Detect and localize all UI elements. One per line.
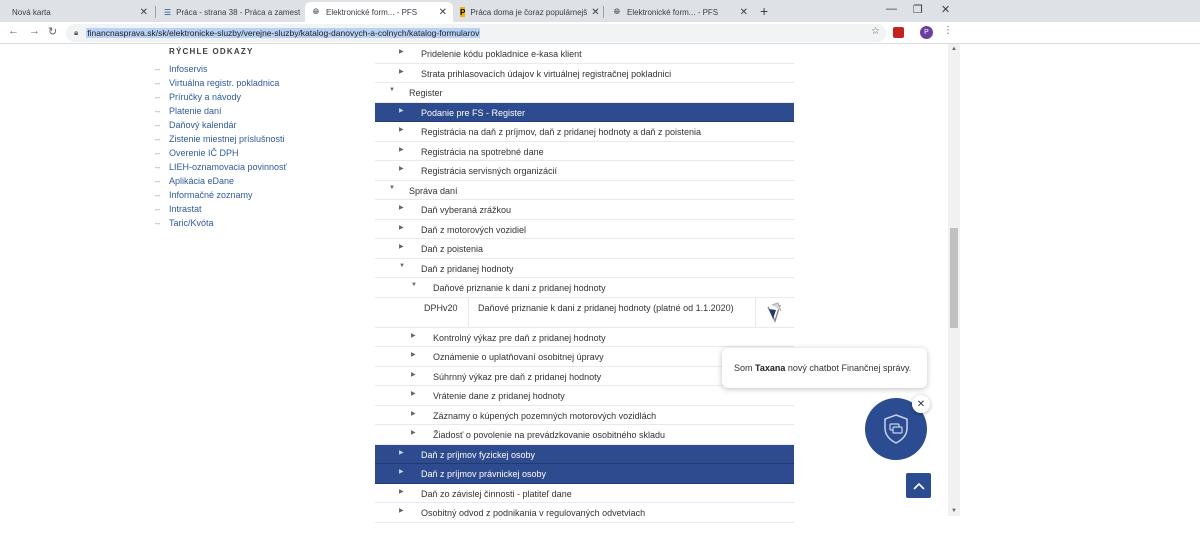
dash-bullet: –	[155, 218, 161, 228]
chatbot-prefix: Som	[734, 363, 753, 373]
caret-down-icon[interactable]: ▼	[389, 184, 395, 191]
chatbot-text: nový chatbot Finančnej správy.	[787, 363, 912, 373]
quick-links-list	[155, 62, 287, 230]
lock-icon: 🔒︎	[74, 28, 79, 37]
scroll-up-icon[interactable]: ▲	[951, 46, 957, 52]
quick-link-label[interactable]: Overenie IČ DPH	[169, 148, 239, 158]
tab-title: Elektronické form... - PFS	[326, 7, 418, 17]
tree-item[interactable]	[375, 484, 794, 504]
quick-link-label[interactable]: Platenie daní	[169, 106, 222, 116]
caret-right-icon[interactable]: ▶	[411, 332, 416, 339]
quick-link-label[interactable]: Aplikácia eDane	[169, 176, 235, 186]
quick-link-label[interactable]: Informačné zoznamy	[169, 190, 253, 200]
caret-down-icon[interactable]: ▼	[411, 282, 417, 288]
tree-item[interactable]	[375, 445, 794, 465]
tree-item-label[interactable]: Daň vyberaná zrážkou	[421, 205, 512, 215]
close-icon[interactable]: ✕	[139, 6, 148, 18]
chevron-up-icon	[913, 482, 925, 490]
close-icon[interactable]: ✕	[739, 6, 748, 18]
page-content	[0, 44, 960, 560]
reload-icon[interactable]: ↻	[48, 26, 58, 38]
quick-link-label[interactable]: Intrastat	[169, 204, 202, 214]
tree-item-label[interactable]: Oznámenie o uplatňovaní osobitnej úpravy	[433, 352, 604, 362]
tab-0[interactable]	[6, 2, 154, 22]
caret-right-icon[interactable]: ▶	[399, 508, 404, 514]
globe-icon: 🌐︎	[613, 7, 621, 16]
caret-right-icon[interactable]: ▶	[411, 410, 416, 417]
tab-separator	[155, 6, 156, 18]
tree-item-label[interactable]: Záznamy o kúpených pozemných motorových vozidlách	[433, 410, 657, 421]
minimize-icon[interactable]: —	[886, 3, 897, 15]
tree-item[interactable]	[375, 328, 794, 348]
tree-item-label[interactable]: Kontrolný výkaz pre daň z pridanej hodnoty	[433, 332, 606, 343]
menu-icon[interactable]: ⋮	[943, 25, 953, 36]
dash-bullet: –	[155, 190, 161, 200]
caret-right-icon[interactable]: ▶	[399, 68, 404, 75]
dash-bullet: –	[155, 176, 161, 186]
tab-3[interactable]	[454, 2, 602, 22]
caret-down-icon[interactable]: ▼	[389, 87, 395, 93]
tree-item-label[interactable]: Daň zo závislej činnosti - platiteľ dane	[421, 488, 572, 499]
caret-right-icon[interactable]: ▶	[399, 244, 404, 250]
quick-link-label[interactable]: Virtuálna registr. pokladnica	[169, 78, 280, 88]
tab-title: Elektronické form... - PFS	[627, 7, 719, 17]
avatar[interactable]: P	[920, 26, 933, 39]
quick-link[interactable]	[155, 202, 287, 216]
star-icon[interactable]: ☆	[871, 26, 880, 37]
tree-item[interactable]	[375, 406, 794, 426]
tree-item-label[interactable]: Podanie pre FS - Register	[421, 107, 526, 118]
quick-link-label[interactable]: Taric/Kvóta	[169, 218, 214, 228]
tree-item-label[interactable]: Registrácia na daň z príjmov, daň z pridanej hodnoty a daň z poistenia	[421, 127, 702, 137]
tab-title: Nová karta	[12, 7, 51, 17]
tree-item[interactable]	[375, 386, 794, 406]
tree-item[interactable]	[375, 259, 794, 279]
quick-link[interactable]	[155, 76, 287, 90]
tree-item-label[interactable]: Register	[409, 88, 443, 98]
quick-link[interactable]	[155, 174, 287, 188]
quick-link[interactable]	[155, 118, 287, 132]
caret-right-icon[interactable]: ▶	[411, 391, 416, 397]
quick-link[interactable]	[155, 132, 287, 146]
tab-2[interactable]	[305, 2, 453, 22]
page-scrollbar[interactable]	[948, 44, 960, 516]
tree-item[interactable]	[375, 464, 794, 484]
tree-item[interactable]	[375, 181, 794, 201]
quick-link-label[interactable]: Infoservis	[169, 64, 208, 74]
new-tab-button[interactable]: +	[760, 3, 769, 19]
caret-right-icon[interactable]: ▶	[399, 146, 404, 153]
tree-item-label[interactable]: Registrácia servisných organizácií	[421, 166, 558, 176]
tab-4[interactable]	[606, 2, 754, 22]
tree-item-label[interactable]: Registrácia na spotrebné dane	[421, 146, 544, 157]
dash-bullet: –	[155, 92, 161, 102]
tree-item[interactable]	[375, 142, 794, 162]
tree-item[interactable]	[375, 83, 794, 103]
tab-1[interactable]	[158, 2, 304, 22]
tab-title: Práca doma je čoraz populárnejš	[470, 7, 588, 17]
tree-item-label[interactable]: Daňové priznanie k dani z pridanej hodnoty	[433, 283, 606, 293]
dash-bullet: –	[155, 78, 161, 88]
list-icon: ☰	[164, 7, 172, 17]
quick-link-label[interactable]: Príručky a návody	[169, 92, 242, 102]
quick-links-title: RÝCHLE ODKAZY	[169, 47, 254, 56]
quick-link[interactable]	[155, 90, 287, 104]
dash-bullet: –	[155, 106, 161, 116]
quick-link[interactable]	[155, 104, 287, 118]
address-bar[interactable]	[66, 24, 886, 42]
tree-item-label[interactable]: Daň z príjmov právnickej osoby	[421, 469, 547, 479]
browser-tab-bar	[0, 0, 1200, 22]
form-code: DPHv20	[424, 302, 458, 313]
chatbot-bubble	[722, 348, 927, 388]
tree-item[interactable]	[375, 200, 794, 220]
caret-right-icon[interactable]: ▶	[411, 371, 416, 378]
tree-item[interactable]	[375, 103, 794, 123]
tab-separator	[603, 6, 604, 18]
tree-item[interactable]	[375, 64, 794, 84]
tree-item[interactable]	[375, 425, 794, 445]
maximize-icon[interactable]: ❐	[913, 4, 923, 16]
tree-item[interactable]	[375, 239, 794, 259]
caret-right-icon[interactable]: ▶	[399, 205, 404, 211]
tree-item-label[interactable]: Pridelenie kódu pokladnice e-kasa klient	[421, 49, 582, 59]
tree-item-label[interactable]: Osobitný odvod z podnikania v regulovaných odvetviach	[421, 508, 646, 518]
caret-right-icon[interactable]: ▶	[399, 224, 404, 231]
quick-link-label[interactable]: LIEH-oznamovacia povinnosť	[169, 162, 287, 172]
quick-link[interactable]	[155, 146, 287, 160]
quick-link-label[interactable]: Daňový kalendár	[169, 120, 237, 130]
quick-link[interactable]	[155, 188, 287, 202]
forward-icon[interactable]: →	[29, 25, 40, 37]
tab-title: Práca - strana 38 - Práca a zamest	[176, 7, 301, 17]
close-window-icon[interactable]: ✕	[941, 4, 951, 16]
form-download-icon[interactable]	[763, 301, 785, 323]
tree-item[interactable]	[375, 503, 794, 523]
close-icon[interactable]: ✕	[438, 6, 447, 18]
caret-right-icon[interactable]: ▶	[399, 166, 404, 172]
p-icon: P	[460, 7, 466, 17]
tree-item-label[interactable]: Správa daní	[409, 185, 458, 196]
caret-right-icon[interactable]: ▶	[399, 49, 404, 55]
caret-right-icon[interactable]: ▶	[399, 107, 404, 114]
dash-bullet: –	[155, 148, 161, 158]
column-divider	[755, 298, 756, 328]
tree-item-label[interactable]: Daň z príjmov fyzickej osoby	[421, 449, 536, 460]
tree-item-label[interactable]: Súhrnný výkaz pre daň z pridanej hodnoty	[433, 371, 602, 382]
url-text[interactable]: financnasprava.sk/sk/elektronicke-sluzby/verejne-sluzby/katalog-danovych-a-colnych/katalog-formularov	[87, 28, 480, 38]
form-title[interactable]: Daňové priznanie k dani z pridanej hodnoty (platné od 1.1.2020)	[478, 302, 734, 313]
back-icon[interactable]: ←	[8, 25, 19, 37]
dash-bullet: –	[155, 64, 161, 74]
dash-bullet: –	[155, 162, 161, 172]
dash-bullet: –	[155, 134, 161, 144]
tree-item-label[interactable]: Daň z pridanej hodnoty	[421, 263, 514, 274]
caret-right-icon[interactable]: ▶	[399, 449, 404, 456]
caret-down-icon[interactable]: ▼	[399, 262, 405, 269]
scroll-thumb[interactable]	[950, 228, 958, 328]
dash-bullet: –	[155, 204, 161, 214]
extension-icon[interactable]	[893, 27, 904, 38]
tree-item[interactable]	[375, 44, 794, 64]
tree-item[interactable]	[375, 122, 794, 142]
quick-link-label[interactable]: Zistenie miestnej príslušnosti	[169, 134, 285, 144]
quick-link[interactable]	[155, 160, 287, 174]
globe-icon: 🌐︎	[312, 7, 320, 16]
column-divider	[468, 298, 469, 328]
browser-toolbar	[0, 22, 1200, 44]
tree-item[interactable]	[375, 161, 794, 181]
tree-item-label[interactable]: Žiadosť o povolenie na prevádzkovanie osobitného skladu	[433, 430, 666, 440]
caret-right-icon[interactable]: ▶	[399, 127, 404, 133]
tree-item-label[interactable]: Vrátenie dane z pridanej hodnoty	[433, 391, 565, 401]
quick-link[interactable]	[155, 216, 287, 230]
caret-right-icon[interactable]: ▶	[399, 488, 404, 495]
dash-bullet: –	[155, 120, 161, 130]
shield-chat-icon	[883, 414, 909, 444]
scroll-down-icon[interactable]: ▼	[951, 508, 957, 514]
caret-right-icon[interactable]: ▶	[399, 469, 404, 475]
chatbot-close-button[interactable]: ✕	[912, 395, 930, 413]
chatbot-name: Taxana	[755, 363, 786, 373]
tree-item-label[interactable]: Daň z motorových vozidiel	[421, 224, 527, 235]
caret-right-icon[interactable]: ▶	[411, 352, 416, 358]
tree-item[interactable]	[375, 220, 794, 240]
close-icon[interactable]: ✕	[591, 6, 600, 18]
tree-item-label[interactable]: Strata prihlasovacích údajov k virtuálnej registračnej pokladnici	[421, 68, 672, 79]
quick-link[interactable]	[155, 62, 287, 76]
tree-item-label[interactable]: Daň z poistenia	[421, 244, 484, 254]
caret-right-icon[interactable]: ▶	[411, 430, 416, 436]
tree-item[interactable]	[375, 278, 794, 298]
form-catalog-tree	[375, 44, 794, 523]
scroll-to-top-button[interactable]	[906, 473, 931, 498]
form-document-row[interactable]	[375, 298, 794, 328]
